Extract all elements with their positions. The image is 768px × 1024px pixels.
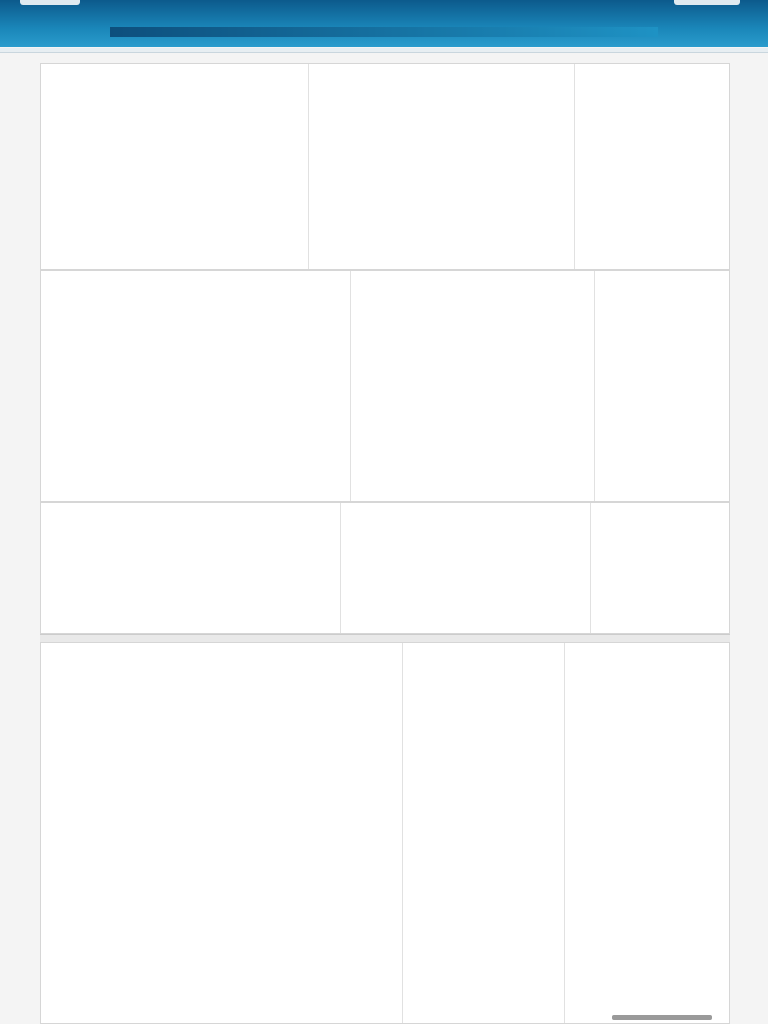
table-block-2 — [40, 270, 730, 502]
lower-table-column-2 — [403, 643, 565, 1023]
table-block-3 — [40, 502, 730, 634]
lower-table — [40, 642, 730, 1024]
site-header — [0, 0, 768, 47]
header-banner[interactable] — [110, 27, 658, 37]
table-column-3 — [595, 271, 731, 501]
table-column-1 — [41, 503, 341, 633]
horizontal-scrollbar[interactable] — [612, 1015, 712, 1020]
lower-table-column-1 — [41, 643, 403, 1023]
header-right-button[interactable] — [674, 0, 740, 5]
header-left-button[interactable] — [20, 0, 80, 5]
lower-table-column-3 — [565, 643, 731, 1023]
table-column-3 — [575, 64, 731, 269]
table-block-1 — [40, 63, 730, 270]
table-column-1 — [41, 64, 309, 269]
table-column-2 — [341, 503, 591, 633]
table-column-2 — [351, 271, 595, 501]
table-column-2 — [309, 64, 575, 269]
table-column-1 — [41, 271, 351, 501]
table-column-3 — [591, 503, 731, 633]
